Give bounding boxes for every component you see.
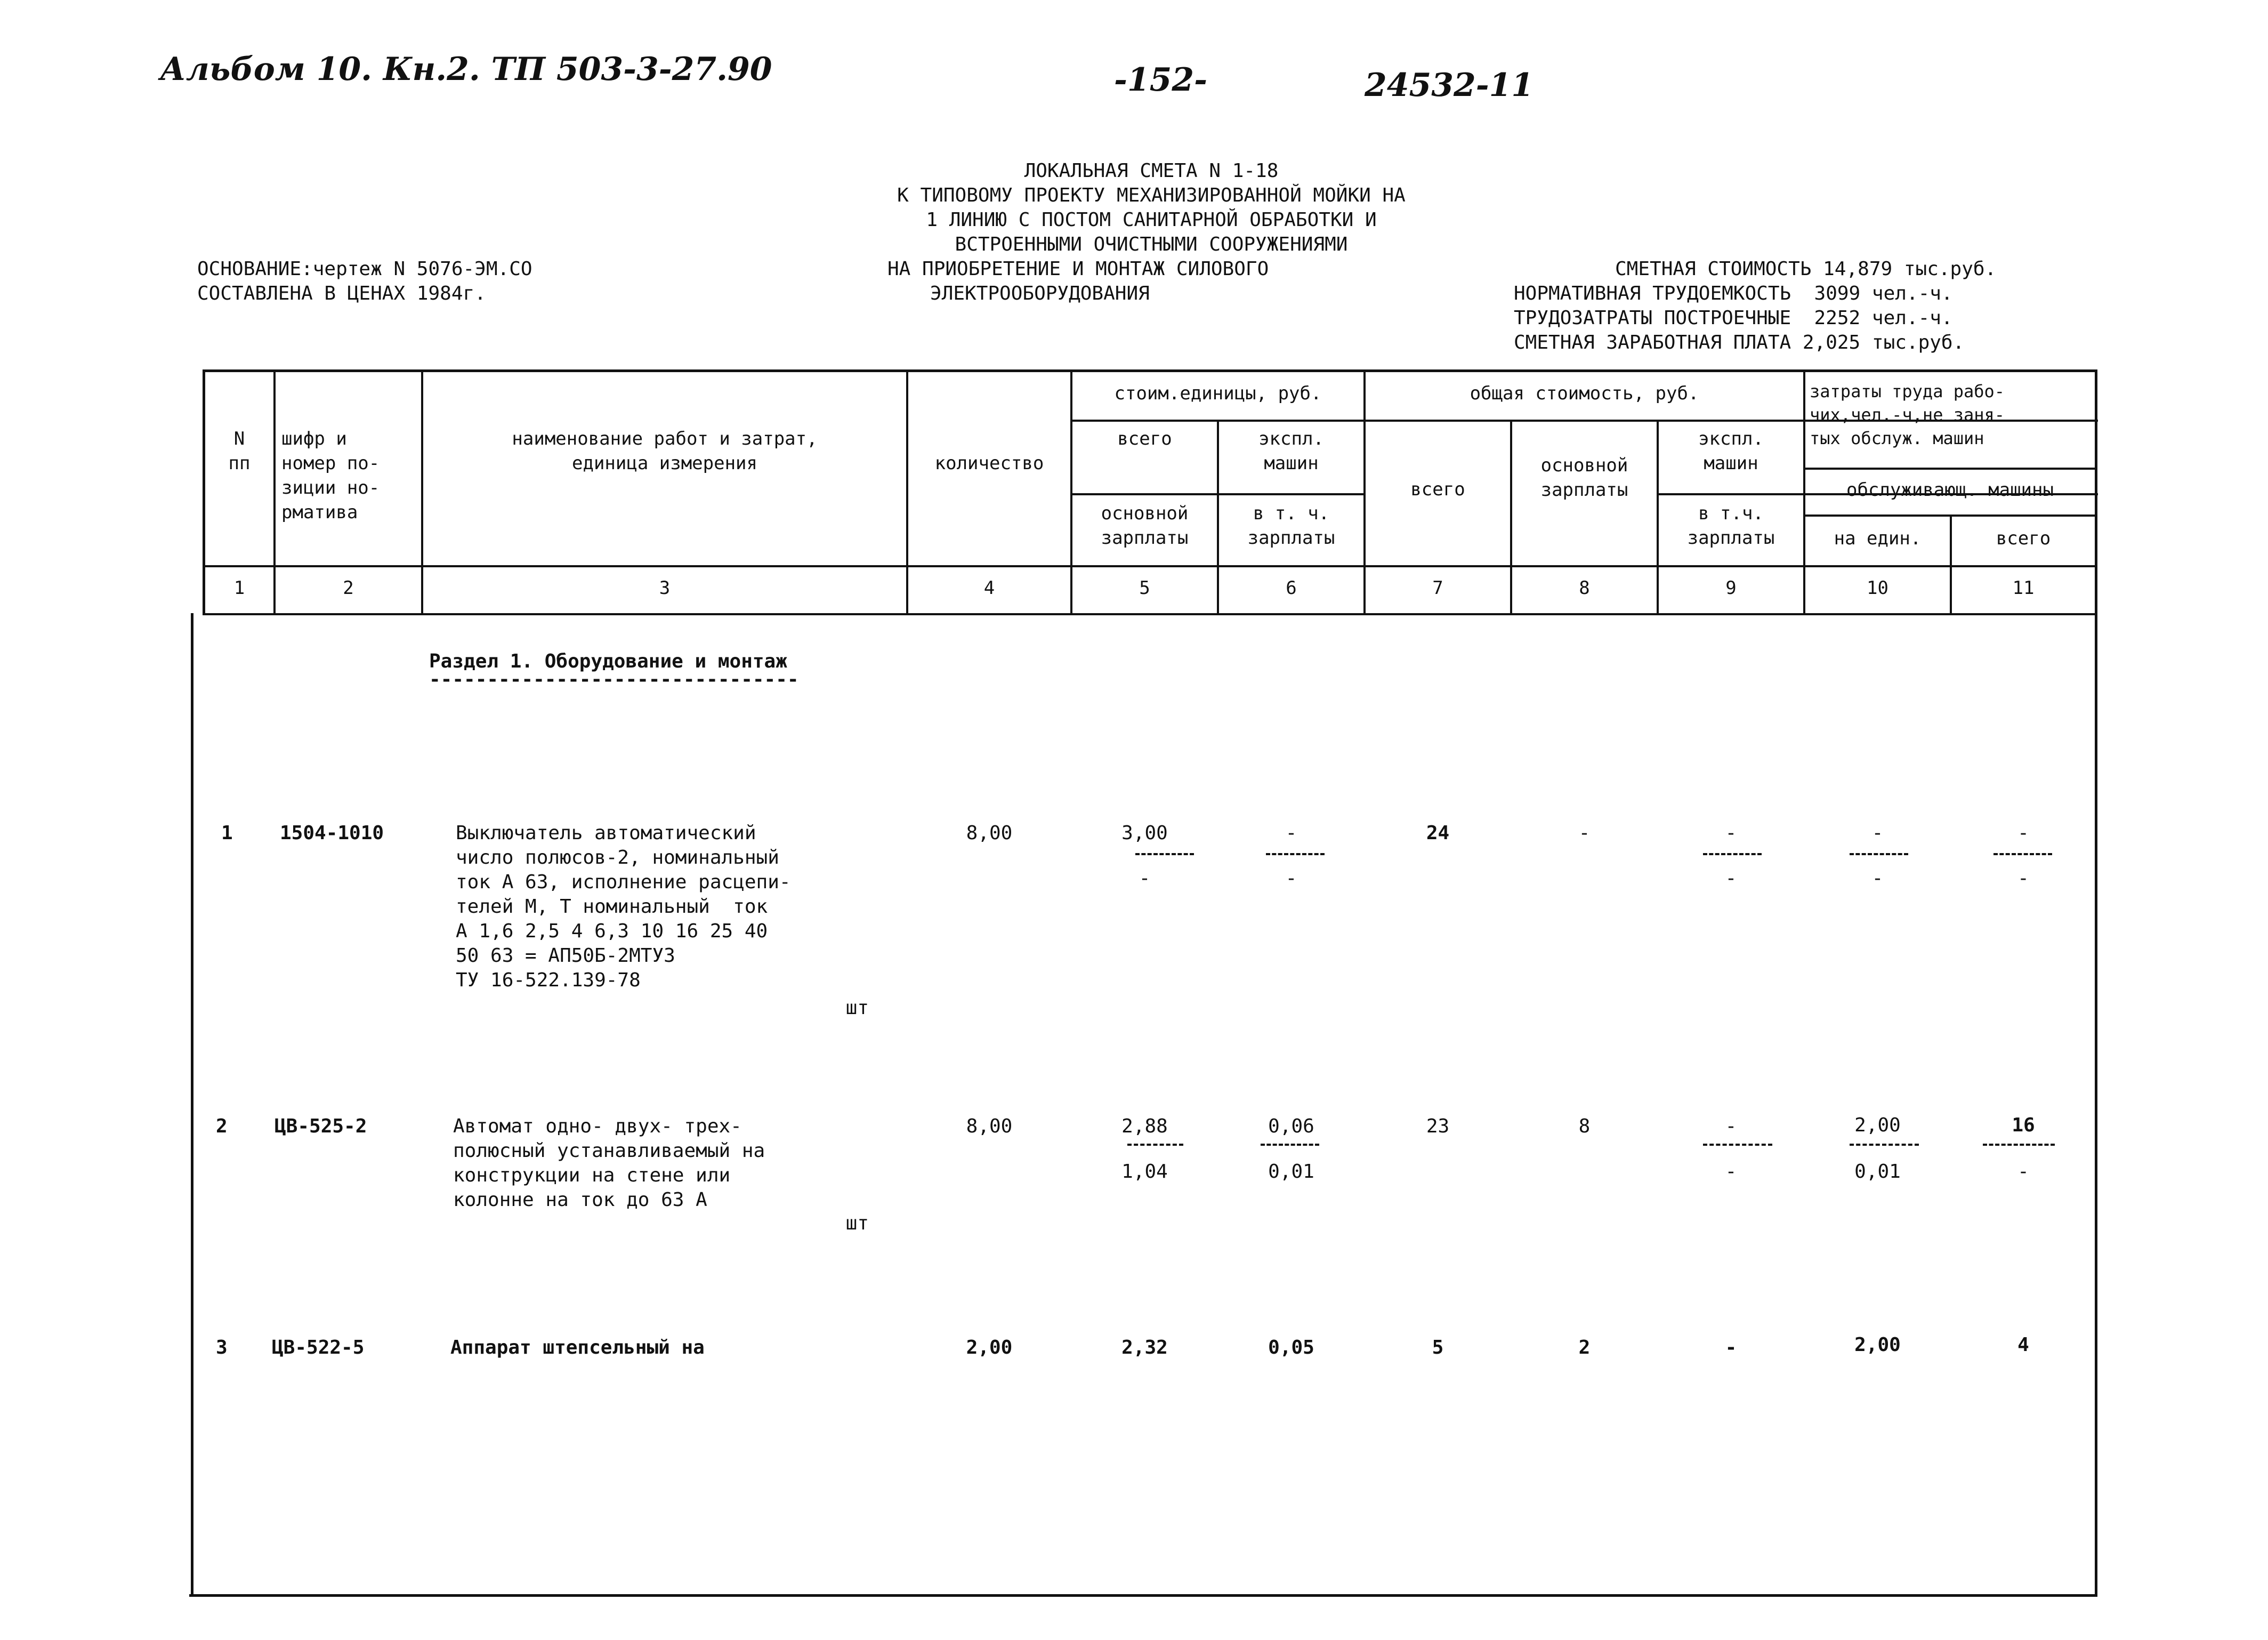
total-machines: - (1725, 1337, 1737, 1358)
total-salary: 8 (1578, 1115, 1591, 1137)
column-number: 10 (1867, 577, 1888, 599)
basis-drawing: ОСНОВАНИЕ:чертеж N 5076-ЭМ.СО (197, 258, 532, 280)
header-labor-total: всего (1996, 528, 2051, 549)
table-left-border (191, 613, 193, 1597)
labor-total: 4 (2017, 1334, 2029, 1356)
fraction-line (1261, 1144, 1319, 1146)
header-bottom-rule (203, 565, 2097, 567)
fraction-line (1135, 853, 1194, 855)
header-row-number: N пп (228, 428, 251, 474)
column-number: 4 (983, 577, 995, 599)
fraction-line (1266, 853, 1325, 855)
fraction-line (1850, 853, 1908, 855)
labor-total: - (2017, 822, 2029, 844)
row-number: 3 (216, 1337, 228, 1358)
position-code: ЦВ-525-2 (275, 1115, 367, 1137)
title-line-6: ЭЛЕКТРООБОРУДОВАНИЯ (930, 283, 1150, 304)
labor-total: 16 (2012, 1114, 2035, 1136)
header-total-machines: экспл. машин (1698, 428, 1764, 474)
table-right-border (2095, 369, 2097, 1597)
header-unit-salary: основной зарплаты (1101, 503, 1189, 549)
site-labor: ТРУДОЗАТРАТЫ ПОСТРОЕЧНЫЕ 2252 чел.-ч. (1514, 307, 1953, 329)
unit-cost-machines: 0,06 (1268, 1115, 1314, 1137)
title-line-4: ВСТРОЕННЫМИ ОЧИСТНЫМИ СООРУЖЕНИЯМИ (955, 234, 1348, 255)
section-title: Раздел 1. Оборудование и монтаж (429, 650, 787, 672)
position-code: ЦВ-522-5 (272, 1337, 365, 1358)
normative-labor: НОРМАТИВНАЯ ТРУДОЕМКОСТЬ 3099 чел.-ч. (1514, 283, 1953, 304)
work-description: Аппарат штепсельный на (450, 1337, 705, 1358)
unit-cost-total: 2,32 (1121, 1337, 1168, 1358)
unit-of-measure: шт (845, 997, 869, 1019)
estimated-cost: СМЕТНАЯ СТОИМОСТЬ 14,879 тыс.руб. (1615, 258, 1997, 280)
header-unit-machines: экспл. машин (1258, 428, 1324, 474)
unit-cost-machines: - (1285, 822, 1297, 844)
work-description: Выключатель автоматический число полюсов-2, номинальный ток А 63, исполнение расцепи- телей М, Т номинальный ток А 1,6 2,5 4 6,3 10 16 25 40 50 63 = АП50Б-2МТУ3 ТУ 16-522.139-78 (456, 822, 791, 991)
column-number: 3 (659, 577, 671, 599)
column-number: 9 (1725, 577, 1737, 599)
total-machines: - (1725, 822, 1737, 844)
header-labor-per-unit: на един. (1834, 528, 1922, 549)
column-number: 11 (2012, 577, 2035, 599)
title-line-2: К ТИПОВОМУ ПРОЕКТУ МЕХАНИЗИРОВАННОЙ МОЙКИ НА (897, 184, 1406, 206)
header-total-cost: общая стоимость, руб. (1470, 383, 1699, 404)
unit-cost-machines: 0,05 (1268, 1337, 1314, 1358)
labor-service-total: - (2017, 1161, 2029, 1183)
header-work-name: наименование работ и затрат, единица измерения (512, 428, 818, 474)
column-number: 5 (1139, 577, 1150, 599)
title-line-1: ЛОКАЛЬНАЯ СМЕТА N 1-18 (1024, 160, 1279, 182)
header-rule (1804, 468, 2097, 470)
header-total-incl-salary: в т.ч. зарплаты (1687, 503, 1775, 549)
row-number: 1 (221, 822, 233, 844)
header-unit-total: всего (1117, 428, 1172, 449)
column-number: 1 (233, 577, 245, 599)
table-top-border (203, 369, 2097, 372)
unit-cost-incl-salary: - (1285, 867, 1297, 889)
quantity: 8,00 (966, 822, 1013, 844)
page-number: -152- (1114, 61, 1208, 99)
unit-cost-salary: - (1139, 867, 1151, 889)
header-quantity: количество (934, 453, 1044, 474)
unit-cost-incl-salary: 0,01 (1268, 1161, 1314, 1183)
header-labor: затраты труда рабо- чих,чел.-ч,не заня- тых обслуж. машин (1810, 381, 2005, 448)
fraction-line (1127, 1144, 1183, 1146)
labor-service-per-unit: 0,01 (1854, 1161, 1901, 1183)
labor-per-unit: 2,00 (1854, 1114, 1901, 1136)
unit-of-measure: шт (845, 1212, 869, 1234)
total-salary: 2 (1578, 1337, 1591, 1358)
header-total-salary: основной зарплаты (1540, 455, 1628, 501)
position-code: 1504-1010 (280, 822, 384, 844)
work-description: Автомат одно- двух- трех- полюсный устанавливаемый на конструкции на стене или колонне на ток до 63 А (453, 1115, 765, 1211)
fraction-line (1993, 853, 2052, 855)
header-labor-service: обслуживающ. машины (1846, 479, 2054, 501)
row-number: 2 (216, 1115, 228, 1137)
header-unit-incl-salary: в т. ч. зарплаты (1247, 503, 1335, 549)
total-salary: - (1578, 822, 1591, 844)
total-machines: - (1725, 1115, 1737, 1137)
total-incl-salary: - (1725, 1161, 1737, 1183)
column-number: 2 (343, 577, 354, 599)
fraction-line (1983, 1144, 2055, 1146)
column-number-rule (203, 613, 2097, 615)
unit-cost-total: 3,00 (1121, 822, 1168, 844)
header-unit-cost: стоим.единицы, руб. (1114, 383, 1322, 404)
total-cost: 24 (1426, 822, 1450, 844)
column-number: 7 (1432, 577, 1443, 599)
quantity: 8,00 (966, 1115, 1013, 1137)
unit-cost-total: 2,88 (1121, 1115, 1168, 1137)
column-number: 6 (1286, 577, 1297, 599)
title-line-3: 1 ЛИНИЮ С ПОСТОМ САНИТАРНОЙ ОБРАБОТКИ И (926, 209, 1377, 231)
total-incl-salary: - (1725, 867, 1737, 889)
section-underline: -------------------------------- (429, 669, 799, 690)
fraction-line (1850, 1144, 1919, 1146)
estimated-salary: СМЕТНАЯ ЗАРАБОТНАЯ ПЛАТА 2,025 тыс.руб. (1514, 332, 1965, 353)
total-cost: 5 (1432, 1337, 1444, 1358)
fraction-line (1703, 853, 1762, 855)
labor-per-unit: - (1871, 822, 1884, 844)
column-number: 8 (1579, 577, 1590, 599)
labor-per-unit: 2,00 (1854, 1334, 1901, 1356)
labor-service-per-unit: - (1871, 867, 1884, 889)
document-code: 24532-11 (1365, 67, 1534, 104)
total-cost: 23 (1426, 1115, 1450, 1137)
unit-cost-salary: 1,04 (1121, 1161, 1168, 1183)
header-total-all: всего (1410, 479, 1465, 500)
fraction-line (1703, 1144, 1772, 1146)
title-line-5: НА ПРИОБРЕТЕНИЕ И МОНТАЖ СИЛОВОГО (887, 258, 1269, 280)
price-basis: СОСТАВЛЕНА В ЦЕНАХ 1984г. (197, 283, 486, 304)
quantity: 2,00 (966, 1337, 1013, 1358)
album-reference: Альбом 10. Кн.2. ТП 503-3-27.90 (160, 51, 772, 88)
header-code: шифр и номер по- зиции но- рматива (281, 428, 380, 523)
table-bottom-border (189, 1594, 2097, 1597)
labor-service-total: - (2017, 867, 2029, 889)
